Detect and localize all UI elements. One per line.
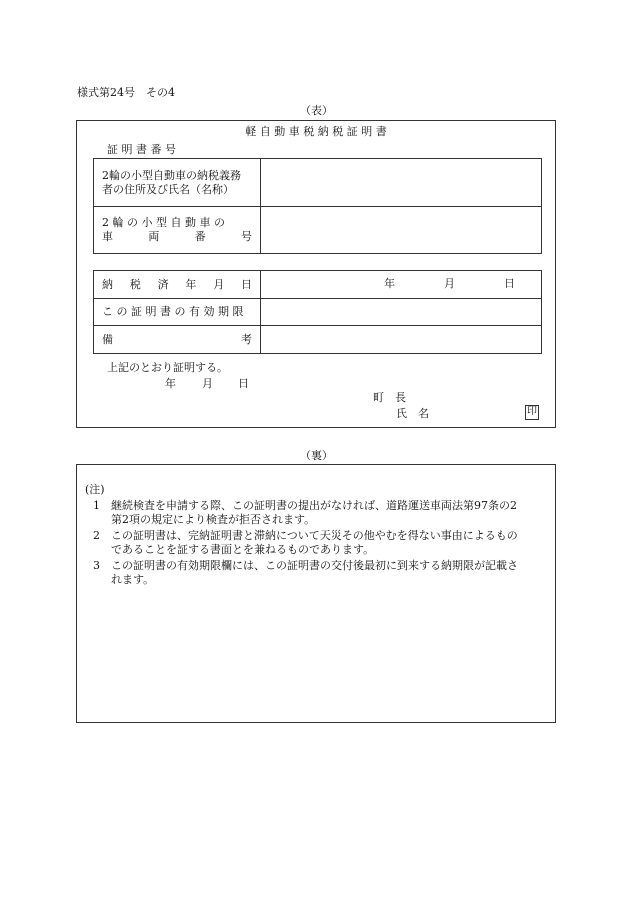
label-char: 納 (102, 277, 113, 291)
vehicle-info-table (93, 158, 542, 254)
mayor-label: 町 長 (373, 391, 406, 404)
tax-info-table (93, 270, 542, 354)
note-line1: 継続検査を申請する際、この証明書の提出がなければ、道路運送車両法第97条の2 (111, 499, 517, 512)
paid-date-label-cell (94, 271, 261, 299)
vehicle-number-label-cell (94, 207, 261, 254)
paid-year-label: 年 (384, 277, 395, 290)
note-item (93, 529, 557, 557)
validity-row (94, 299, 542, 326)
certify-text: 上記のとおり証明する。 (107, 361, 228, 374)
owner-value-cell[interactable] (261, 159, 542, 207)
paid-day-label: 日 (504, 277, 515, 290)
note-text (111, 529, 557, 557)
label-char: 備 (102, 332, 113, 346)
back-notes-box (76, 464, 556, 723)
note-line2: 第2項の規定により検査が拒否されます。 (111, 513, 316, 526)
front-certificate-box (76, 120, 556, 428)
certificate-number-label: 証 明 書 番 号 (107, 143, 176, 156)
owner-label-line2: 者の住所及び氏名（名称） (102, 182, 234, 196)
remarks-row (94, 326, 542, 354)
front-side-label: （表） (300, 104, 333, 117)
note-line1: この証明書は、完納証明書と滞納について天災その他やむを得ない事由によるもの (111, 529, 518, 542)
remarks-label (94, 333, 260, 347)
certificate-title: 軽 自 動 車 税 納 税 証 明 書 (245, 125, 387, 138)
note-number: 2 (93, 529, 100, 542)
label-char: 号 (240, 230, 252, 243)
paid-date-row (94, 271, 542, 299)
label-char: 税 (129, 277, 141, 291)
note-item (93, 499, 557, 527)
validity-value-cell[interactable] (261, 299, 542, 326)
note-number: 1 (93, 499, 100, 512)
label-char: 月 (213, 277, 225, 291)
note-line2: であることを証する書面とを兼ねるものであります。 (111, 543, 375, 556)
notes-header: (注) (85, 483, 105, 496)
paid-date-label (94, 278, 260, 292)
owner-label-cell (94, 159, 261, 207)
label-char: 年 (185, 277, 197, 291)
note-text (111, 499, 557, 527)
label-char: 日 (240, 277, 252, 291)
seal-mark-icon: 印 (525, 405, 539, 420)
label-char: 番 (194, 230, 206, 243)
note-line1: この証明書の有効期限欄には、この証明書の交付後最初に到来する納期限が記載さ (111, 559, 518, 572)
label-char: 済 (157, 277, 169, 291)
label-char: 両 (148, 230, 160, 243)
label-char: 考 (241, 332, 252, 346)
name-label: 氏 名 (396, 407, 429, 420)
paid-date-value-cell[interactable] (261, 271, 542, 299)
issue-day-label: 日 (238, 377, 249, 390)
remarks-value-cell[interactable] (261, 326, 542, 354)
validity-label-cell: こ の 証 明 書 の 有 効 期 限 (94, 299, 261, 326)
note-number: 3 (93, 559, 100, 572)
remarks-label-cell (94, 326, 261, 354)
note-line2: れます。 (111, 573, 155, 586)
form-number: 様式第24号 その4 (77, 86, 175, 99)
owner-label-line1: 2輪の小型自動車の納税義務 (102, 168, 241, 182)
note-item (93, 559, 557, 587)
vehicle-number-label-line2 (102, 230, 260, 244)
paid-month-label: 月 (444, 277, 455, 290)
issue-year-label: 年 (165, 377, 176, 390)
vehicle-number-label-line1: 2 輪 の 小 型 自 動 車 の (102, 216, 225, 229)
vehicle-number-value-cell[interactable] (261, 207, 542, 254)
note-text (111, 559, 557, 587)
back-side-label: （裏） (300, 449, 333, 462)
issue-month-label: 月 (202, 377, 213, 390)
owner-row (94, 159, 542, 207)
label-char: 車 (102, 230, 113, 243)
vehicle-number-row (94, 207, 542, 254)
